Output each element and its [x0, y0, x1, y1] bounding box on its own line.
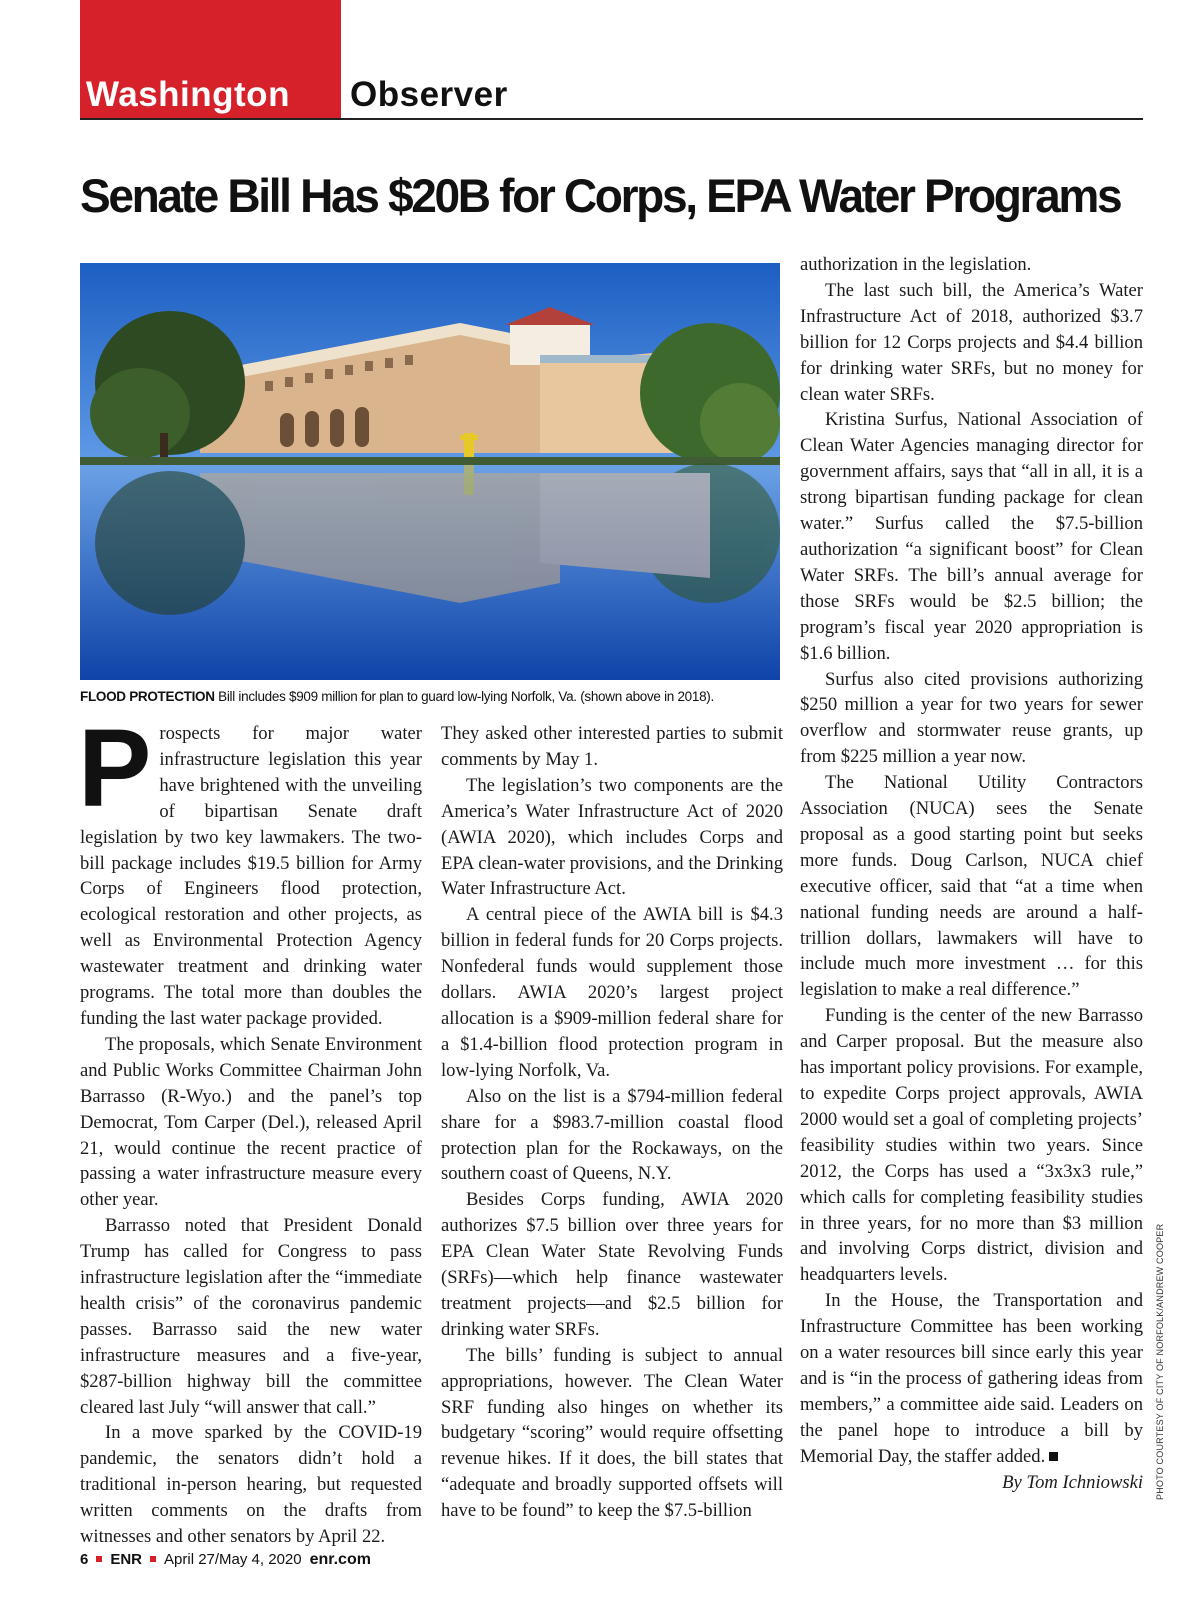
section-name: Washington [86, 75, 290, 114]
article-column-3 [800, 252, 1143, 1496]
caption-lead: FLOOD PROTECTION [80, 689, 215, 704]
separator-dot-icon [96, 1556, 102, 1562]
end-mark-icon [1049, 1452, 1058, 1461]
magazine-name: ENR [110, 1551, 143, 1568]
paragraph: Also on the list is a $794-million federal share for a $983.7-million coastal flood protection plan for the Rockaways, on the southern coast of Queens, N.Y. [441, 1085, 783, 1185]
caption-text: Bill includes $909 million for plan to guard low-lying Norfolk, Va. (shown above in 2018). [218, 689, 714, 704]
paragraph-text: rospects for major water infrastructure legislation this year have brightened with the unveiling of bipartisan Senate draft legislation by two key lawmakers. The two-bill package includes $19.5 billion for Army Corps of Engineers flood protection, ecological restoration and other projects, as well as Environmental Protection Agency wastewater treatment and drinking water programs. The total more than doubles the funding the last water package provided. [80, 723, 422, 1029]
headline: Senate Bill Has $20B for Corps, EPA Water Programs [80, 169, 1121, 222]
issue-date: April 27/May 4, 2020 [164, 1551, 302, 1568]
paragraph [78, 707, 422, 1032]
paragraph: They asked other interested parties to submit comments by May 1. [441, 723, 783, 770]
photo-credit: PHOTO COURTESY OF CITY OF NORFOLK/ANDREW COOPER [1155, 1223, 1165, 1500]
paragraph: Funding is the center of the new Barrasso and Carper proposal. But the measure also has important policy provisions. For example, to expedite Corps project approvals, AWIA 2000 would set a goal of completing projects’ feasibility studies within two years. Since 2012, the Corps has used a “3x3x3 rule,” which calls for completing feasibility studies in three years, for no more than $3 million and involving Corps district, division and headquarters levels. [800, 1005, 1143, 1286]
paragraph: A central piece of the AWIA bill is $4.3 billion in federal funds for 20 Corps projects. Nonfederal funds would supplement those dollars. AWIA 2020’s largest project allocation is a $909-million federal share for a $1.4-billion flood protection program in low-lying Norfolk, Va. [441, 904, 783, 1081]
site-link[interactable]: enr.com [309, 1551, 371, 1568]
paragraph: Surfus also cited provisions authorizing $250 million a year for two years for sewer overflow and stormwater reuse grants, up from $225 million a year now. [800, 668, 1143, 768]
paragraph: In a move sparked by the COVID-19 pandemic, the senators didn’t hold a traditional in-person hearing, but requested written comments on the drafts from witnesses and other senators by April 22. [80, 1422, 422, 1548]
flood-reflection-photo [80, 263, 780, 680]
paragraph: The National Utility Contractors Association (NUCA) sees the Senate proposal as a good starting point but seeks more funds. Doug Carlson, NUCA chief executive officer, said that “at a time when national funding needs are around a half-trillion dollars, lawmakers will have to include much more investment … for this legislation to make a real difference.” [800, 772, 1143, 1001]
section-rule [80, 118, 1143, 120]
drop-cap: P [78, 707, 152, 830]
page-footer [80, 1550, 371, 1570]
page-number: 6 [80, 1551, 89, 1568]
byline: By Tom Ichniowski [1002, 1471, 1143, 1493]
separator-dot-icon [150, 1556, 156, 1562]
paragraph: The proposals, which Senate Environment and Public Works Committee Chairman John Barrasso (R-Wyo.) and the panel’s top Democrat, Tom Carper (Del.), released April 21, would continue the recent practice of passing a water infrastructure measure every other year. [80, 1033, 422, 1211]
section-word: Observer [350, 75, 508, 114]
paragraph: Besides Corps funding, AWIA 2020 authorizes $7.5 billion over three years for EPA Clean Water State Revolving Funds (SRFs)—which help finance wastewater treatment projects—and $2.5 billion for drinking water SRFs. [441, 1189, 783, 1340]
paragraph: The last such bill, the America’s Water Infrastructure Act of 2018, authorized $3.7 billion for 12 Corps projects and $4.4 billion for drinking water SRFs, but no money for clean water SRFs. [800, 279, 1143, 405]
paragraph [800, 1288, 1143, 1469]
paragraph: authorization in the legislation. [800, 254, 1032, 275]
paragraph: Barrasso noted that President Donald Trump has called for Congress to pass infrastructure legislation after the “immediate health crisis” of the coronavirus pandemic passes. Barrasso said the new water infrastructure measures and a five-year, $287-billion highway bill the committee cleared last July “will answer that call.” [80, 1215, 422, 1418]
paragraph: The legislation’s two components are the America’s Water Infrastructure Act of 2020 (AWIA 2020), which includes Corps and EPA clean-water provisions, and the Drinking Water Infrastructure Act. [441, 774, 783, 900]
paragraph: The bills’ funding is subject to annual appropriations, however. The Clean Water SRF funding also hinges on whether its budgetary “scoring” would require offsetting revenue hikes. If it does, the bill states that “adequate and broadly supported offsets will have to be found” to keep the $7.5-billion [441, 1344, 783, 1522]
photo-caption [80, 688, 800, 706]
paragraph: Kristina Surfus, National Association of Clean Water Agencies managing director for government affairs, says that “all in all, it is a strong bipartisan funding package for clean water.” Surfus called the $7.5-billion authorization “a significant boost” for Clean Water SRFs. The bill’s annual average for those SRFs would be $2.5 billion; the program’s fiscal year 2020 appropriation is $1.6 billion. [800, 409, 1143, 664]
paragraph-text: In the House, the Transportation and Infrastructure Committee has been working on a water resources bill since early this year and is “in the process of gathering ideas from members,” a committee aide said. Leaders on the panel hope to introduce a bill by Memorial Day, the staffer added. [800, 1290, 1143, 1467]
article-column-1 [78, 707, 422, 1550]
article-column-2 [441, 721, 783, 1524]
